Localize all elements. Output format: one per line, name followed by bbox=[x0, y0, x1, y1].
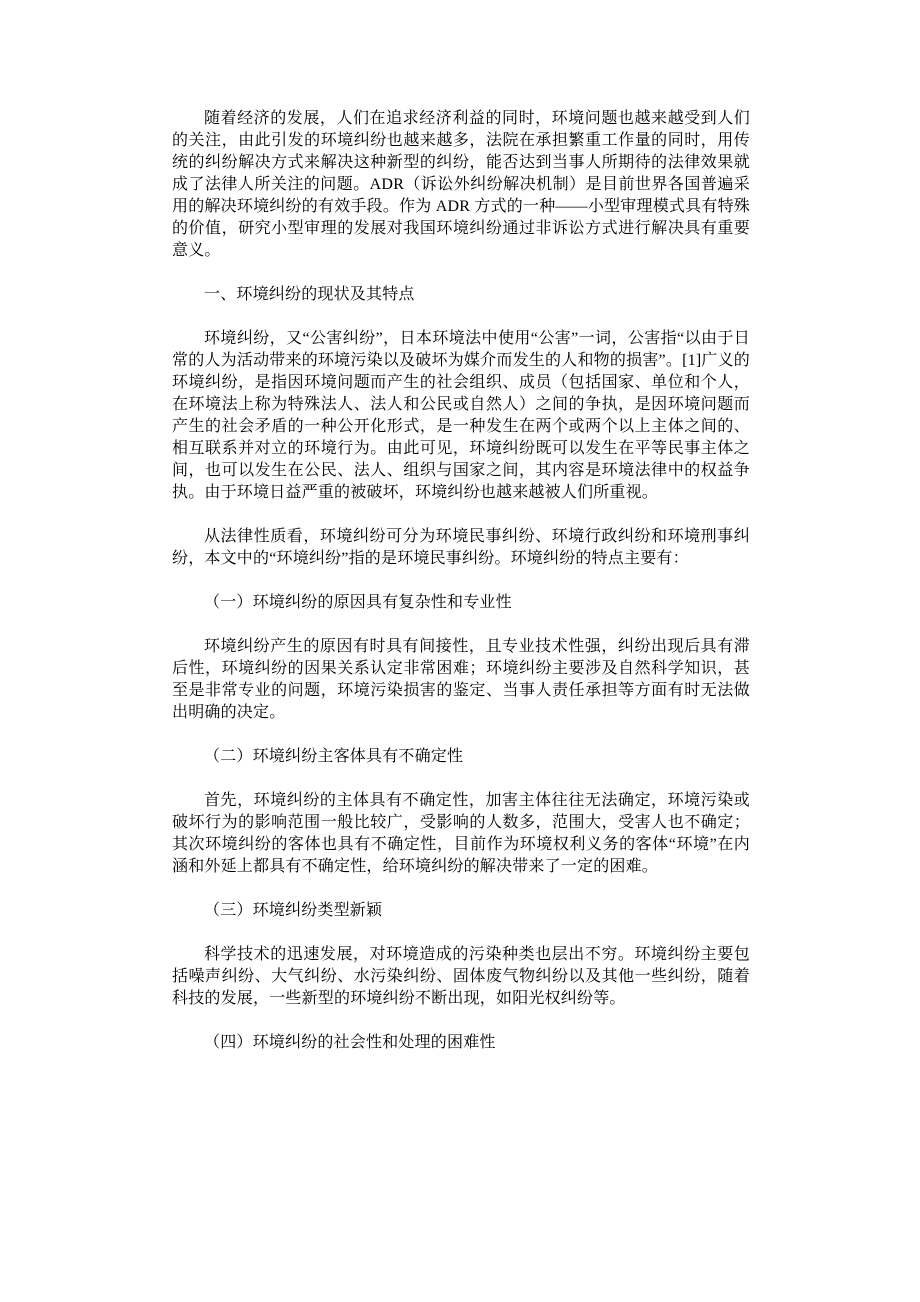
paragraph-feature-3: 科学技术的迅速发展，对环境造成的污染种类也层出不穷。环境纠纷主要包括噪声纠纷、大气纠纷、水污染纠纷、固体废气物纠纷以及其他一些纠纷，随着科技的发展，一些新型的环境纠纷不断出现，如阳光权纠纷等。 bbox=[172, 946, 750, 1007]
heading-feature-1: （一）环境纠纷的原因具有复杂性和专业性 bbox=[204, 594, 512, 611]
paragraph-legal-nature: 从法律性质看，环境纠纷可分为环境民事纠纷、环境行政纠纷和环境刑事纠纷，本文中的“环境纠纷”指的是环境民事纠纷。环境纠纷的特点主要有： bbox=[172, 528, 750, 567]
heading-feature-4: （四）环境纠纷的社会性和处理的困难性 bbox=[204, 1034, 496, 1051]
heading-feature-2: （二）环境纠纷主客体具有不确定性 bbox=[204, 748, 464, 765]
paragraph-intro: 随着经济的发展，人们在追求经济利益的同时，环境问题也越来越受到人们的关注，由此引发的环境纠纷也越来越多，法院在承担繁重工作量的同时，用传统的纠纷解决方式来解决这种新型的纠纷，能否达到当事人所期待的法律效果就成了法律人所关注的问题。ADR（诉讼外纠纷解决机制）是目前世界各国普遍采用的解决环境纠纷的有效手段。作为 ADR 方式的一种——小型审理模式具有特殊的价值，研究小型审理的发展对我国环境纠纷通过非诉讼方式进行解决具有重要意义。 bbox=[172, 110, 750, 259]
heading-section-1: 一、环境纠纷的现状及其特点 bbox=[204, 286, 415, 303]
document-content bbox=[172, 108, 750, 1076]
paragraph-feature-2: 首先，环境纠纷的主体具有不确定性，加害主体往往无法确定，环境污染或破坏行为的影响范围一般比较广，受影响的人数多，范围大，受害人也不确定；其次环境纠纷的客体也具有不确定性，目前作为环境权利义务的客体“环境”在内涵和外延上都具有不确定性，给环境纠纷的解决带来了一定的困难。 bbox=[172, 792, 750, 875]
paragraph-definition: 环境纠纷，又“公害纠纷”，日本环境法中使用“公害”一词，公害指“以由于日常的人为活动带来的环境污染以及破坏为媒介而发生的人和物的损害”。[1]广义的环境纠纷，是指因环境问题而产生的社会组织、成员（包括国家、单位和个人，在环境法上称为特殊法人、法人和公民或自然人）之间的争执，是因环境问题而产生的社会矛盾的一种公开化形式，是一种发生在两个或两个以上主体之间的、相互联系并对立的环境行为。由此可见，环境纠纷既可以发生在平等民事主体之间，也可以发生在公民、法人、组织与国家之间，其内容是环境法律中的权益争执。由于环境日益严重的被破坏，环境纠纷也越来越被人们所重视。 bbox=[172, 330, 750, 501]
heading-feature-3: （三）环境纠纷类型新颖 bbox=[204, 902, 383, 919]
paragraph-feature-1: 环境纠纷产生的原因有时具有间接性，且专业技术性强，纠纷出现后具有滞后性，环境纠纷的因果关系认定非常困难；环境纠纷主要涉及自然科学知识，甚至是非常专业的问题，环境污染损害的鉴定、当事人责任承担等方面有时无法做出明确的决定。 bbox=[172, 638, 750, 721]
